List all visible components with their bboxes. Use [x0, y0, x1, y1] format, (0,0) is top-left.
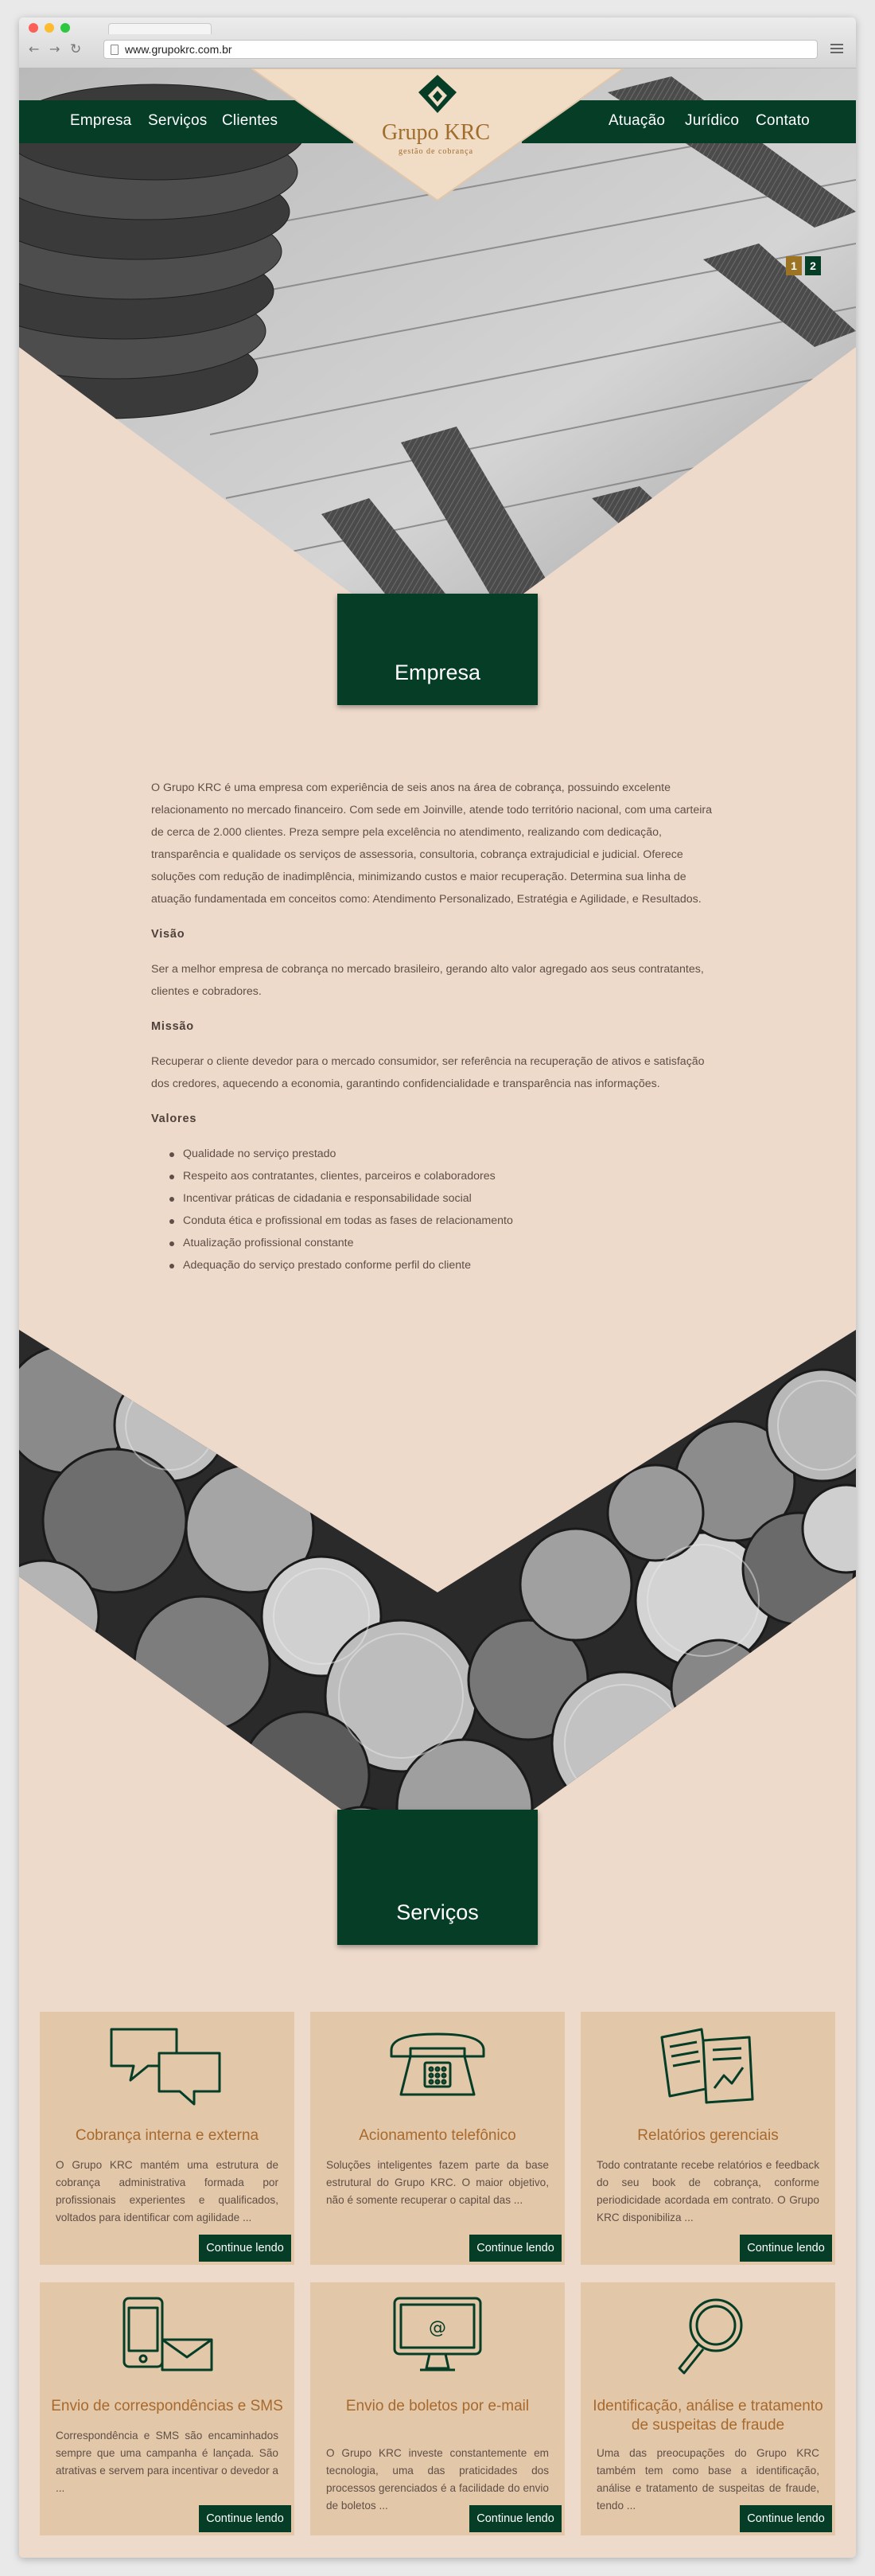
valores-list — [151, 1143, 724, 1276]
browser-tab[interactable] — [108, 23, 212, 34]
section-title-servicos: Serviços — [337, 1810, 538, 1945]
card-text: Uma das preocupações do Grupo KRC também tem como base a identificação, análise e tratamento de suspeitas de fraude, tendo ... — [597, 2447, 819, 2512]
chat-bubbles-icon — [107, 2026, 234, 2106]
service-card — [40, 2012, 294, 2265]
telephone-icon — [387, 2026, 514, 2106]
empresa-intro: O Grupo KRC é uma empresa com experiência de seis anos na área de cobrança, possuindo excelente relacionamento no mercado financeiro. Com sede em Joinville, atende todo território nacional, com uma carteira de cerca de 2.000 clientes. Preza sempre pela excelência no atendimento, realizando com dedicação, transparência e qualidade os serviços de assessoria, consultoria, cobrança extrajudicial e judicial. Oferece soluções com redução de inadimplência, minimizando custos e maior recuperação. Determina sua linha de atuação fundamentada em conceitos como: Atendimento Personalizado, Estratégia e Agilidade, e Resultados. — [151, 781, 713, 906]
service-card — [40, 2282, 294, 2535]
section-title-empresa: Empresa — [337, 594, 538, 705]
list-item: Adequação do serviço prestado conforme perfil do cliente — [183, 1254, 724, 1276]
card-title: Envio de correspondências e SMS — [51, 2398, 283, 2414]
continue-reading-button[interactable]: Continue lendo — [740, 2505, 832, 2532]
slide-button-1[interactable]: 1 — [786, 256, 802, 275]
visao-text: Ser a melhor empresa de cobrança no mercado brasileiro, gerando alto valor agregado aos seus contratantes, clientes e cobradores. — [151, 963, 704, 998]
list-item: Incentivar práticas de cidadania e responsabilidade social — [183, 1187, 724, 1210]
logo-text[interactable]: Grupo KRC — [381, 120, 491, 145]
missao-text: Recuperar o cliente devedor para o mercado consumidor, ser referência na recuperação de ativos e satisfação dos credores, aquecendo a economia, garantindo confidencialidade e transparência nas informações. — [151, 1055, 705, 1090]
url-text[interactable]: www.grupokrc.com.br — [125, 43, 232, 56]
slide-button-2[interactable]: 2 — [805, 256, 821, 275]
magnifier-icon — [671, 2297, 799, 2376]
nav-contato[interactable]: Contato — [756, 112, 810, 129]
missao-heading: Missão — [151, 1020, 194, 1033]
list-item: Atualização profissional constante — [183, 1232, 724, 1254]
continue-reading-button[interactable]: Continue lendo — [199, 2505, 291, 2532]
card-text: Todo contratante recebe relatórios e feedback do seu book de cobrança, conforme periodicidade acordada em contrato. O Grupo KRC disponibiliza ... — [597, 2159, 819, 2223]
browser-toolbar — [19, 18, 856, 68]
nav-servicos[interactable]: Serviços — [148, 112, 208, 129]
logo-tagline: gestão de cobrança — [398, 147, 474, 156]
maximize-window-icon[interactable] — [60, 23, 70, 33]
card-text: O Grupo KRC investe constantemente em tecnologia, uma das praticidades dos processos gerenciados é a facilidade do envio de boletos ... — [326, 2447, 549, 2512]
card-title: Cobrança interna e externa — [75, 2127, 259, 2144]
page-icon — [111, 45, 119, 55]
browser-menu-icon[interactable] — [830, 44, 843, 53]
service-card — [310, 2012, 565, 2265]
list-item: Respeito aos contratantes, clientes, parceiros e colaboradores — [183, 1165, 724, 1187]
card-title: Envio de boletos por e-mail — [345, 2398, 530, 2414]
back-icon[interactable]: ← — [29, 41, 40, 57]
close-window-icon[interactable] — [29, 23, 38, 33]
monitor-email-icon — [391, 2297, 519, 2376]
visao-heading: Visão — [151, 928, 185, 941]
phone-envelope-icon — [119, 2297, 247, 2376]
forward-icon[interactable]: → — [49, 41, 60, 57]
card-title: Identificação, análise e tratamento de suspeitas de fraude — [593, 2398, 823, 2434]
browser-window — [19, 18, 856, 2558]
continue-reading-button[interactable]: Continue lendo — [469, 2235, 562, 2262]
continue-reading-button[interactable]: Continue lendo — [469, 2505, 562, 2532]
card-text: O Grupo KRC mantém uma estrutura de cobrança administrativa formada por profissionais experientes e qualificados, voltados para identificar com agilidade ... — [56, 2159, 278, 2223]
coins-image — [19, 1330, 856, 1887]
nav-empresa[interactable]: Empresa — [70, 112, 132, 129]
service-card — [581, 2012, 835, 2265]
nav-juridico[interactable]: Jurídico — [685, 112, 740, 129]
service-card — [310, 2282, 565, 2535]
card-text: Correspondência e SMS são encaminhados sempre que uma campanha é lançada. São atrativas e servem para incentivar o devedor a ... — [56, 2430, 278, 2494]
valores-heading: Valores — [151, 1113, 197, 1125]
address-bar[interactable] — [103, 40, 818, 59]
krc-logo-icon — [418, 75, 457, 115]
svg-text:@: @ — [429, 2318, 446, 2338]
service-card — [581, 2282, 835, 2535]
minimize-window-icon[interactable] — [45, 23, 54, 33]
website — [19, 68, 856, 2558]
reload-icon[interactable]: ↻ — [70, 41, 82, 57]
list-item: Conduta ética e profissional em todas as fases de relacionamento — [183, 1210, 724, 1232]
reports-icon — [657, 2026, 784, 2106]
nav-clientes[interactable]: Clientes — [222, 112, 278, 129]
continue-reading-button[interactable]: Continue lendo — [199, 2235, 291, 2262]
empresa-content — [151, 777, 724, 1276]
nav-atuacao[interactable]: Atuação — [609, 112, 666, 129]
hero-slider — [19, 68, 856, 673]
card-text: Soluções inteligentes fazem parte da base estrutural do Grupo KRC. O maior objetivo, não é somente recuperar o capital das ... — [326, 2159, 549, 2206]
list-item: Qualidade no serviço prestado — [183, 1143, 724, 1165]
card-title: Relatórios gerenciais — [637, 2127, 779, 2144]
card-title: Acionamento telefônico — [359, 2127, 516, 2144]
continue-reading-button[interactable]: Continue lendo — [740, 2235, 832, 2262]
